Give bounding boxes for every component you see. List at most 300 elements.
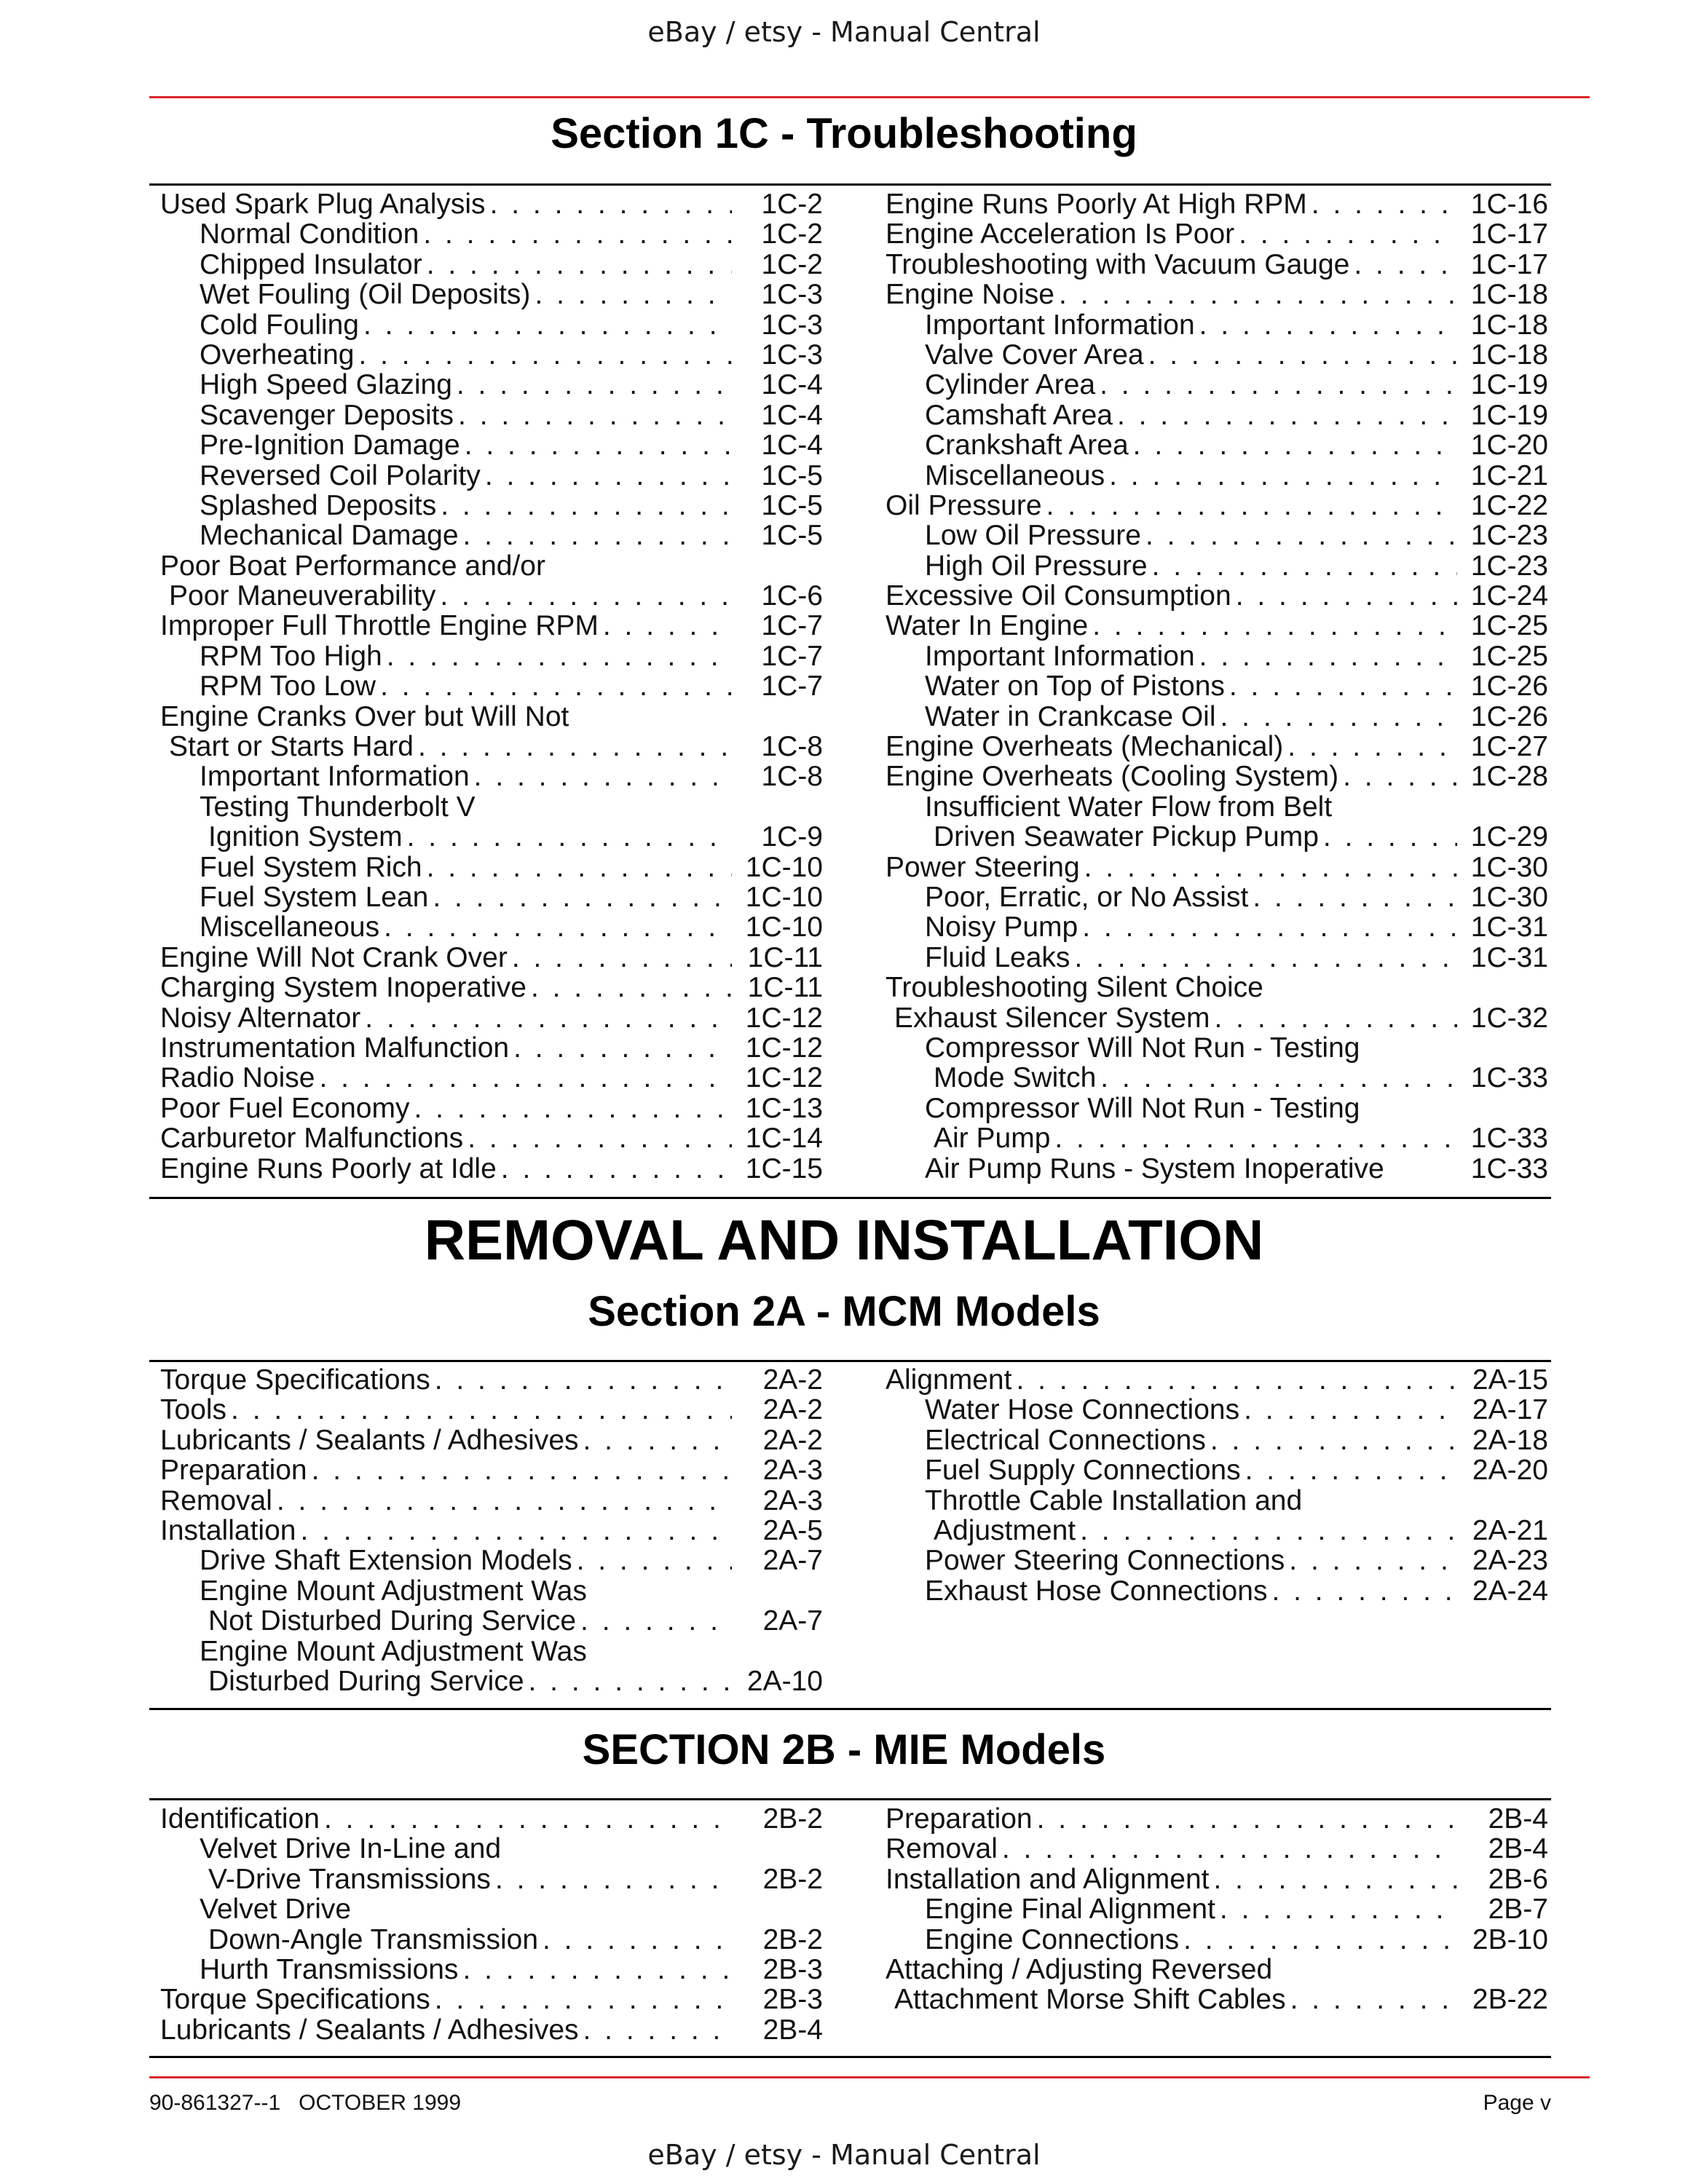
toc-entry [886, 1486, 1548, 1516]
toc-leader-dots [538, 1925, 732, 1955]
toc-entry-title: Engine Cranks Over but Will Not [160, 700, 569, 732]
section-2a-top-rule [149, 1360, 1551, 1362]
toc-entry-page: 2A-7 [762, 1545, 823, 1577]
toc-entry-page: 1C-15 [745, 1152, 823, 1184]
toc-leader-dots [1113, 400, 1457, 430]
toc-entry [160, 882, 823, 912]
toc-entry-page: 1C-10 [745, 911, 823, 943]
toc-leader-dots [1195, 310, 1457, 340]
toc-entry-page: 2B-3 [762, 1984, 823, 2016]
toc-leader-dots [376, 671, 732, 701]
toc-entry-page: 1C-28 [1470, 761, 1548, 793]
toc-entry-title: Engine Runs Poorly at Idle [160, 1152, 497, 1184]
toc-leader-dots [315, 1063, 732, 1093]
toc-leader-dots [1241, 1455, 1457, 1485]
toc-entry-title: Engine Will Not Crank Over [160, 941, 508, 973]
toc-entry [160, 1637, 823, 1666]
toc-entry-page: 1C-6 [761, 580, 823, 612]
toc-entry [886, 1093, 1548, 1123]
toc-entry-page: 1C-33 [1470, 1152, 1548, 1184]
toc-entry-page: 1C-12 [745, 1002, 823, 1034]
toc-leader-dots [1206, 1425, 1457, 1455]
toc-leader-dots [428, 882, 732, 912]
toc-entry-page: 1C-22 [1470, 489, 1548, 521]
toc-entry [886, 912, 1548, 942]
toc-entry-title: Lubricants / Sealants / Adhesives [160, 1424, 579, 1456]
toc-entry-page: 2B-7 [1488, 1894, 1548, 1926]
toc-entry-title: Exhaust Hose Connections [925, 1575, 1268, 1607]
toc-entry [886, 310, 1548, 340]
toc-entry-title: Engine Runs Poorly At High RPM [886, 189, 1307, 220]
toc-entry-page: 1C-2 [761, 189, 823, 220]
toc-entry-page: 1C-24 [1470, 580, 1548, 612]
header-red-line [149, 96, 1590, 98]
toc-leader-dots [509, 1033, 732, 1063]
toc-entry [886, 491, 1548, 521]
toc-entry-title: Compressor Will Not Run - Testing [925, 1032, 1360, 1064]
toc-entry-title: Insufficient Water Flow from Belt [925, 791, 1333, 823]
toc-entry-page: 1C-18 [1470, 279, 1548, 311]
toc-entry-page: 1C-16 [1470, 189, 1548, 220]
toc-leader-dots [497, 1154, 732, 1184]
toc-entry-title: Engine Mount Adjustment Was [200, 1575, 587, 1607]
toc-entry-title: RPM Too High [200, 640, 382, 672]
toc-entry-title: Miscellaneous [200, 911, 380, 943]
toc-entry-page: 2A-2 [762, 1364, 823, 1396]
toc-entry-title: Preparation [886, 1803, 1033, 1835]
toc-entry-page: 1C-29 [1470, 821, 1548, 853]
toc-entry-title: Identification [160, 1803, 320, 1835]
toc-leader-dots [452, 370, 732, 400]
toc-entry-title: Poor Maneuverability [169, 580, 436, 612]
toc-entry-page: 2A-2 [762, 1424, 823, 1456]
toc-entry-page: 1C-26 [1470, 670, 1548, 703]
toc-entry [160, 1864, 823, 1894]
toc-entry [160, 189, 823, 219]
toc-entry-page: 2A-18 [1472, 1424, 1548, 1456]
toc-entry-title: Crankshaft Area [925, 430, 1129, 462]
toc-entry-title: Carburetor Malfunctions [160, 1123, 464, 1155]
toc-entry [886, 973, 1548, 1002]
toc-entry-title: Splashed Deposits [200, 489, 437, 521]
toc-entry [886, 1925, 1548, 1955]
toc-entry-title: Electrical Connections [925, 1424, 1206, 1456]
section-1c-title: Section 1C - Troubleshooting [551, 110, 1137, 157]
toc-entry-title: Chipped Insulator [200, 248, 422, 280]
toc-entry-title: Installation [160, 1514, 296, 1546]
toc-leader-dots [1070, 943, 1457, 973]
toc-entry-title: Important Information [200, 761, 470, 793]
toc-entry-title: Wet Fouling (Oil Deposits) [200, 279, 531, 311]
toc-entry [886, 1985, 1548, 2014]
toc-entry-page: 1C-12 [745, 1032, 823, 1064]
toc-entry-title: Oil Pressure [886, 489, 1042, 521]
toc-entry-title: Exhaust Silencer System [894, 1002, 1210, 1034]
toc-leader-dots [458, 1955, 732, 1985]
toc-entry [160, 250, 823, 280]
toc-entry-title: Engine Acceleration Is Poor [886, 218, 1235, 250]
toc-entry [160, 340, 823, 370]
toc-entry-page: 2A-15 [1472, 1364, 1548, 1396]
toc-entry-title: Improper Full Throttle Engine RPM [160, 610, 599, 642]
toc-leader-dots [422, 250, 732, 280]
toc-leader-dots [1216, 702, 1457, 732]
toc-entry-title: Water Hose Connections [925, 1394, 1240, 1426]
toc-entry [886, 1123, 1548, 1153]
toc-entry-title: Noisy Pump [925, 911, 1078, 943]
toc-entry-title: Throttle Cable Installation and [925, 1484, 1303, 1516]
toc-entry-title: Adjustment [934, 1514, 1076, 1546]
toc-leader-dots [1231, 581, 1457, 611]
toc-leader-dots [530, 280, 732, 309]
toc-leader-dots [359, 310, 732, 340]
toc-leader-dots [354, 340, 732, 370]
toc-entry-page: 2B-4 [1488, 1803, 1548, 1835]
toc-entry [160, 943, 823, 973]
toc-entry-title: Driven Seawater Pickup Pump [934, 821, 1319, 853]
toc-entry [886, 1154, 1548, 1184]
section-2b-bottom-rule [149, 2056, 1551, 2058]
toc-entry [886, 943, 1548, 973]
toc-entry-title: Not Disturbed During Service [208, 1605, 577, 1637]
toc-leader-dots [579, 2015, 732, 2045]
toc-entry [160, 611, 823, 641]
toc-leader-dots [435, 581, 732, 611]
toc-leader-dots [1234, 219, 1457, 249]
toc-entry [886, 1395, 1548, 1425]
toc-leader-dots [430, 1365, 732, 1395]
toc-leader-dots [463, 1123, 732, 1153]
toc-leader-dots [454, 400, 732, 430]
toc-entry-title: Hurth Transmissions [200, 1953, 459, 1985]
toc-entry-page: 2A-3 [762, 1484, 823, 1516]
toc-entry [160, 219, 823, 249]
page-number: Page v [1483, 2091, 1551, 2115]
watermark-top: eBay / etsy - Manual Central [647, 16, 1041, 48]
toc-entry-title: Valve Cover Area [925, 339, 1144, 371]
toc-entry [160, 852, 823, 882]
toc-leader-dots [491, 1864, 732, 1894]
toc-entry [886, 581, 1548, 611]
toc-entry-title: Mode Switch [934, 1062, 1097, 1094]
toc-entry-page: 2B-2 [762, 1803, 823, 1835]
toc-entry-page: 1C-11 [747, 972, 823, 1004]
toc-entry-title: Cylinder Area [925, 369, 1096, 401]
toc-leader-dots [1095, 370, 1457, 400]
toc-entry-title: Instrumentation Malfunction [160, 1032, 510, 1064]
toc-entry [886, 189, 1548, 219]
toc-entry [160, 912, 823, 942]
toc-leader-dots [436, 491, 732, 521]
toc-leader-dots [481, 461, 732, 491]
toc-entry [886, 852, 1548, 882]
toc-entry-title: Normal Condition [200, 218, 419, 250]
toc-entry-page: 1C-17 [1470, 248, 1548, 280]
toc-leader-dots [1209, 1864, 1457, 1894]
toc-entry-page: 1C-3 [761, 309, 823, 341]
toc-entry-page: 2A-20 [1472, 1455, 1548, 1487]
toc-entry-page: 1C-19 [1470, 369, 1548, 401]
section-2a-right-column [886, 1365, 1548, 1606]
toc-entry [886, 1003, 1548, 1033]
toc-entry-title: Fuel System Lean [200, 881, 429, 913]
toc-entry-page: 1C-14 [745, 1123, 823, 1155]
toc-leader-dots [576, 1606, 732, 1636]
toc-leader-dots [360, 1003, 732, 1033]
toc-entry [160, 1425, 823, 1455]
toc-entry [160, 1606, 823, 1636]
toc-entry-page: 1C-3 [761, 279, 823, 311]
toc-entry [160, 1455, 823, 1485]
toc-leader-dots [410, 1093, 733, 1123]
toc-entry-page: 2A-2 [762, 1394, 823, 1426]
toc-entry [160, 370, 823, 400]
toc-entry [160, 1365, 823, 1395]
toc-entry-title: Mechanical Damage [200, 520, 459, 552]
toc-leader-dots [459, 521, 732, 550]
toc-entry [886, 1546, 1548, 1575]
toc-entry [886, 461, 1548, 491]
toc-entry [160, 310, 823, 340]
section-2b-title: SECTION 2B - MIE Models [582, 1726, 1106, 1773]
toc-leader-dots [1148, 551, 1457, 581]
toc-leader-dots [1349, 250, 1457, 280]
toc-entry-page: 1C-23 [1470, 550, 1548, 582]
toc-entry [160, 461, 823, 491]
toc-entry-page: 1C-4 [761, 430, 823, 462]
toc-entry-title: Engine Connections [925, 1923, 1180, 1955]
toc-leader-dots [1105, 461, 1457, 491]
toc-entry [160, 1955, 823, 1985]
toc-entry-page: 1C-12 [745, 1062, 823, 1094]
toc-entry-page: 1C-33 [1470, 1062, 1548, 1094]
toc-entry-title: Lubricants / Sealants / Adhesives [160, 2014, 579, 2046]
toc-entry-title: Scavenger Deposits [200, 399, 454, 431]
section-2b-right-column [886, 1804, 1548, 2015]
toc-leader-dots [1267, 1576, 1457, 1606]
toc-leader-dots [1210, 1003, 1457, 1033]
toc-leader-dots [1141, 521, 1457, 550]
toc-entry [886, 250, 1548, 280]
toc-entry-title: Troubleshooting with Vacuum Gauge [886, 248, 1350, 280]
toc-entry-title: Alignment [886, 1364, 1012, 1396]
toc-entry [886, 641, 1548, 671]
toc-entry [886, 822, 1548, 852]
toc-leader-dots [403, 822, 732, 852]
toc-entry [160, 1003, 823, 1033]
toc-leader-dots [1307, 189, 1457, 219]
toc-entry-title: Down-Angle Transmission [208, 1923, 539, 1955]
toc-leader-dots [272, 1486, 732, 1516]
toc-entry [160, 1063, 823, 1093]
toc-entry-title: Poor Fuel Economy [160, 1092, 410, 1124]
toc-entry [160, 1666, 823, 1696]
toc-entry-page: 1C-31 [1470, 941, 1548, 973]
toc-entry-title: Camshaft Area [925, 399, 1113, 431]
footer-red-line [149, 2076, 1590, 2078]
section-1c-left-column [160, 189, 823, 1184]
toc-entry [886, 882, 1548, 912]
toc-entry-page: 2B-4 [1488, 1833, 1548, 1865]
toc-entry-page: 1C-8 [761, 731, 823, 763]
toc-entry [886, 761, 1548, 791]
toc-entry-title: Preparation [160, 1455, 307, 1487]
toc-leader-dots [1195, 641, 1457, 671]
section-2b-left-column [160, 1804, 823, 2045]
toc-entry-title: Velvet Drive [200, 1894, 352, 1926]
watermark-bottom: eBay / etsy - Manual Central [647, 2139, 1041, 2171]
toc-entry-page: 1C-30 [1470, 881, 1548, 913]
toc-entry [160, 1154, 823, 1184]
toc-entry [886, 340, 1548, 370]
toc-entry-title: Disturbed During Service [208, 1665, 524, 1697]
toc-entry-title: Troubleshooting Silent Choice [886, 972, 1263, 1004]
toc-entry-page: 1C-33 [1470, 1123, 1548, 1155]
toc-entry [160, 581, 823, 611]
toc-entry-title: Cold Fouling [200, 309, 359, 341]
toc-entry-title: High Oil Pressure [925, 550, 1148, 582]
toc-entry-page: 1C-13 [745, 1092, 823, 1124]
toc-entry-title: Overheating [200, 339, 355, 371]
toc-entry [160, 1033, 823, 1063]
toc-entry-page: 1C-5 [761, 520, 823, 552]
toc-entry [886, 219, 1548, 249]
toc-leader-dots [414, 732, 732, 761]
toc-leader-dots [1050, 1123, 1457, 1153]
toc-entry [886, 732, 1548, 761]
toc-entry-page: 2B-6 [1488, 1863, 1548, 1895]
toc-entry-title: Testing Thunderbolt V [200, 791, 476, 823]
toc-entry [886, 430, 1548, 460]
toc-entry [886, 1516, 1548, 1546]
toc-entry [886, 1455, 1548, 1485]
toc-entry-title: Engine Overheats (Mechanical) [886, 731, 1284, 763]
toc-leader-dots [1248, 882, 1457, 912]
toc-entry-title: Charging System Inoperative [160, 972, 526, 1004]
toc-entry-page: 2A-3 [762, 1455, 823, 1487]
toc-entry-title: Excessive Oil Consumption [886, 580, 1231, 612]
toc-entry [160, 1093, 823, 1123]
toc-entry-title: Poor, Erratic, or No Assist [925, 881, 1249, 913]
toc-entry [160, 400, 823, 430]
section-2b-top-rule [149, 1798, 1551, 1800]
toc-leader-dots [460, 430, 732, 460]
toc-entry-title: Water on Top of Pistons [925, 670, 1225, 703]
toc-leader-dots [998, 1834, 1457, 1864]
toc-entry-title: Pre-Ignition Damage [200, 430, 460, 462]
toc-entry [160, 280, 823, 309]
toc-entry [886, 1804, 1548, 1834]
toc-entry [886, 1425, 1548, 1455]
toc-leader-dots [1215, 1894, 1457, 1924]
toc-entry-title: V-Drive Transmissions [208, 1863, 491, 1895]
removal-installation-heading: REMOVAL AND INSTALLATION [424, 1208, 1264, 1272]
toc-entry [160, 1834, 823, 1864]
toc-entry-title: Engine Mount Adjustment Was [200, 1635, 587, 1667]
toc-entry-page: 1C-9 [761, 821, 823, 853]
toc-entry-title: Attachment Morse Shift Cables [894, 1984, 1286, 2016]
toc-entry-title: Torque Specifications [160, 1984, 430, 2016]
toc-leader-dots [1080, 852, 1457, 882]
toc-entry-page: 1C-3 [761, 339, 823, 371]
toc-entry-page: 1C-32 [1470, 1002, 1548, 1034]
toc-entry [886, 1063, 1548, 1093]
toc-leader-dots [307, 1455, 732, 1485]
toc-entry-page: 2A-23 [1472, 1545, 1548, 1577]
toc-entry-title: Miscellaneous [925, 459, 1105, 491]
toc-entry-page: 2B-2 [762, 1863, 823, 1895]
toc-entry [160, 1894, 823, 1924]
toc-entry [160, 491, 823, 521]
toc-entry-page: 1C-5 [761, 459, 823, 491]
toc-entry-page: 2A-7 [762, 1605, 823, 1637]
toc-entry [160, 792, 823, 822]
toc-entry-title: Air Pump [934, 1123, 1051, 1155]
section-2a-left-column [160, 1365, 823, 1696]
toc-entry-page: 1C-31 [1470, 911, 1548, 943]
toc-entry [886, 792, 1548, 822]
toc-entry [886, 370, 1548, 400]
toc-entry-title: Power Steering [886, 851, 1080, 883]
toc-entry [886, 1365, 1548, 1395]
toc-entry-title: Used Spark Plug Analysis [160, 189, 486, 220]
toc-entry [886, 1894, 1548, 1924]
toc-entry-page: 1C-23 [1470, 520, 1548, 552]
toc-entry-title: Removal [160, 1484, 272, 1516]
toc-leader-dots [579, 1425, 732, 1455]
toc-entry [160, 761, 823, 791]
toc-entry [160, 973, 823, 1002]
toc-entry-title: Engine Noise [886, 279, 1054, 311]
toc-leader-dots [1283, 732, 1457, 761]
toc-entry [886, 1576, 1548, 1606]
toc-entry [886, 671, 1548, 701]
toc-entry-page: 1C-11 [747, 941, 823, 973]
toc-entry-title: RPM Too Low [200, 670, 376, 703]
toc-entry-title: Power Steering Connections [925, 1545, 1285, 1577]
toc-entry-title: Ignition System [208, 821, 403, 853]
toc-leader-dots [1144, 340, 1457, 370]
toc-entry-page: 2B-3 [762, 1953, 823, 1985]
toc-leader-dots [1011, 1365, 1457, 1395]
toc-entry-title: Engine Overheats (Cooling System) [886, 761, 1339, 793]
toc-entry-page: 2A-21 [1472, 1514, 1548, 1546]
toc-leader-dots [508, 943, 732, 973]
toc-entry-title: Important Information [925, 640, 1195, 672]
toc-leader-dots [1076, 1516, 1457, 1546]
toc-entry-page: 1C-7 [761, 610, 823, 642]
toc-leader-dots [1239, 1395, 1457, 1425]
toc-entry-page: 1C-18 [1470, 339, 1548, 371]
toc-leader-dots [382, 641, 732, 671]
toc-entry-page: 2A-17 [1472, 1394, 1548, 1426]
toc-entry [160, 732, 823, 761]
toc-entry [886, 280, 1548, 309]
toc-entry-title: Air Pump Runs - System Inoperative [925, 1152, 1384, 1184]
toc-entry-page: 2B-2 [762, 1923, 823, 1955]
section-1c-right-column [886, 189, 1548, 1184]
toc-entry-title: Installation and Alignment [886, 1863, 1210, 1895]
toc-entry-page: 1C-21 [1470, 459, 1548, 491]
toc-leader-dots [470, 761, 732, 791]
section-2a-title: Section 2A - MCM Models [588, 1288, 1100, 1335]
toc-entry-title: Removal [886, 1833, 998, 1865]
toc-entry-page: 2A-5 [762, 1514, 823, 1546]
toc-leader-dots [524, 1666, 732, 1696]
toc-entry [160, 1576, 823, 1606]
toc-leader-dots [430, 1985, 732, 2014]
toc-entry-title: Noisy Alternator [160, 1002, 361, 1034]
